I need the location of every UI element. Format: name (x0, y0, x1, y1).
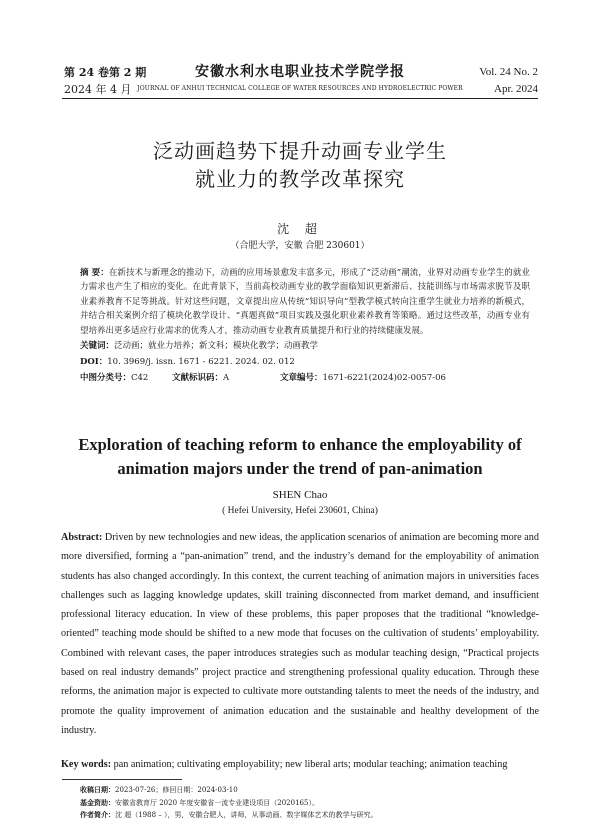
keywords-en-label: Key words: (61, 759, 112, 770)
doi (80, 355, 540, 367)
author-zh: 沈 超 (277, 222, 323, 236)
abstract-en-label: Abstract: (61, 532, 103, 543)
affiliation-zh: （合肥大学，安徽 合肥 230601） (230, 241, 370, 251)
volume-issue-zh: 第 24 卷第 2 期 (64, 66, 147, 79)
doc-code-value: A (223, 373, 230, 383)
article-number-value: 1671-6221(2024)02-0057-06 (322, 373, 446, 383)
doc-code-label: 文献标识码： (172, 373, 224, 383)
article-number-label: 文章编号： (280, 373, 323, 383)
date-en: Apr. 2024 (494, 83, 538, 95)
abstract-en (61, 528, 539, 740)
footnote-divider (62, 779, 182, 780)
journal-title-en: JOURNAL OF ANHUI TECHNICAL COLLEGE OF WATER RESOURCES AND HYDROELECTRIC POWER (137, 85, 463, 92)
header-divider (62, 98, 538, 99)
footnotes (80, 784, 520, 822)
footnote-bio (80, 809, 520, 822)
footnote-fund-text: 安徽省教育厅 2020 年度安徽省一流专业建设项目（2020165）。 (115, 798, 319, 807)
article-number (280, 371, 446, 383)
keywords-en-text: pan animation; cultivating employability; new liberal arts; modular teaching; animation teaching (111, 759, 508, 770)
keywords-zh (80, 339, 540, 351)
abstract-zh-label: 摘 要： (80, 268, 109, 278)
footnote-dates (80, 784, 520, 797)
footnote-bio-label: 作者简介： (80, 810, 115, 819)
footnote-dates-text: 2023-07-26；修回日期：2024-03-10 (115, 786, 238, 794)
footnote-bio-text: 沈 超（1988 – ），男，安徽合肥人，讲师，从事动画、数字媒体艺术的教学与研究。 (115, 811, 378, 819)
clc-value: C42 (131, 373, 149, 383)
article-title-en: Exploration of teaching reform to enhance the employability of animation majors under the trend of pan-animation (78, 435, 522, 478)
doi-value: 10. 3969/j. issn. 1671 - 6221. 2024. 02. 012 (107, 357, 295, 367)
volume-issue-en: Vol. 24 No. 2 (479, 66, 538, 78)
footnote-dates-label: 收稿日期： (80, 785, 115, 794)
article-title-zh (0, 137, 600, 193)
keywords-en (61, 759, 539, 770)
clc-code (80, 371, 148, 383)
keywords-zh-label: 关键词： (80, 341, 115, 351)
clc-label: 中图分类号： (80, 373, 132, 383)
issue-info-en (479, 64, 538, 98)
abstract-zh (80, 266, 530, 338)
footnote-fund-label: 基金资助： (80, 797, 115, 807)
footnote-fund (80, 797, 520, 810)
abstract-en-text: Driven by new technologies and new ideas, the application scenarios of animation are becoming more and more diversified, forming a “pan-animation” trend, and the industry’s demand for the employability of animation students has also changed accordingly. In this context, the current teaching of animation majors in universities faces challenges such as lagging knowledge updates, skill training disconnected from market demand, and insufficient professional literacy education. In view of these problems, this paper proposes that the traditional “knowledge-oriented” teaching mode should be shifted to a new mode that focuses on the cultivation of students’ employability. Combined with relevant cases, the paper introduces strategies such as modular teaching design, “Practical projects based on real industry demands” project practice and strengthening professional quality education. Through these reforms, the animation major is expected to cultivate more outstanding talents to meet the needs of the industry, and promote the quality improvement of animation education and the sustainable and healthy development of the industry. (61, 532, 539, 736)
doc-code (172, 371, 229, 383)
keywords-zh-text: 泛动画；就业力培养；新文科；模块化教学；动画教学 (114, 341, 319, 351)
date-zh: 2024 年 4 月 (64, 83, 132, 96)
affiliation-en: ( Hefei University, Hefei 230601, China) (222, 506, 378, 516)
journal-title-zh: 安徽水利水电职业技术学院学报 (195, 64, 405, 80)
abstract-zh-text: 在新技术与新理念的推动下，动画的应用场景愈发丰富多元，形成了“泛动画”潮流，业界对动画专业学生的就业力需求也产生了相应的变化。在此背景下，当前高校动画专业的教学面临知识更新滞后、技能训练与市场需求脱节及职业素养教育不足等挑战。针对这些问题，文章提出应从传统“知识导向”型教学模式转向注重学生就业力培养的新模式，并结合相关案例介绍了模块化教学设计、“真题真做”项目实践及强化职业素养教育等策略。通过这些改革，动画专业有望培养出更多适应行业需求的优秀人才，推动动画专业教育质量提升和行业的持续健康发展。 (80, 268, 530, 336)
author-en: SHEN Chao (272, 489, 328, 501)
article-title-zh-line2: 就业力的教学改革探究 (195, 167, 405, 191)
article-title-zh-line1: 泛动画趋势下提升动画专业学生 (153, 139, 447, 163)
doi-label: DOI： (80, 357, 108, 367)
